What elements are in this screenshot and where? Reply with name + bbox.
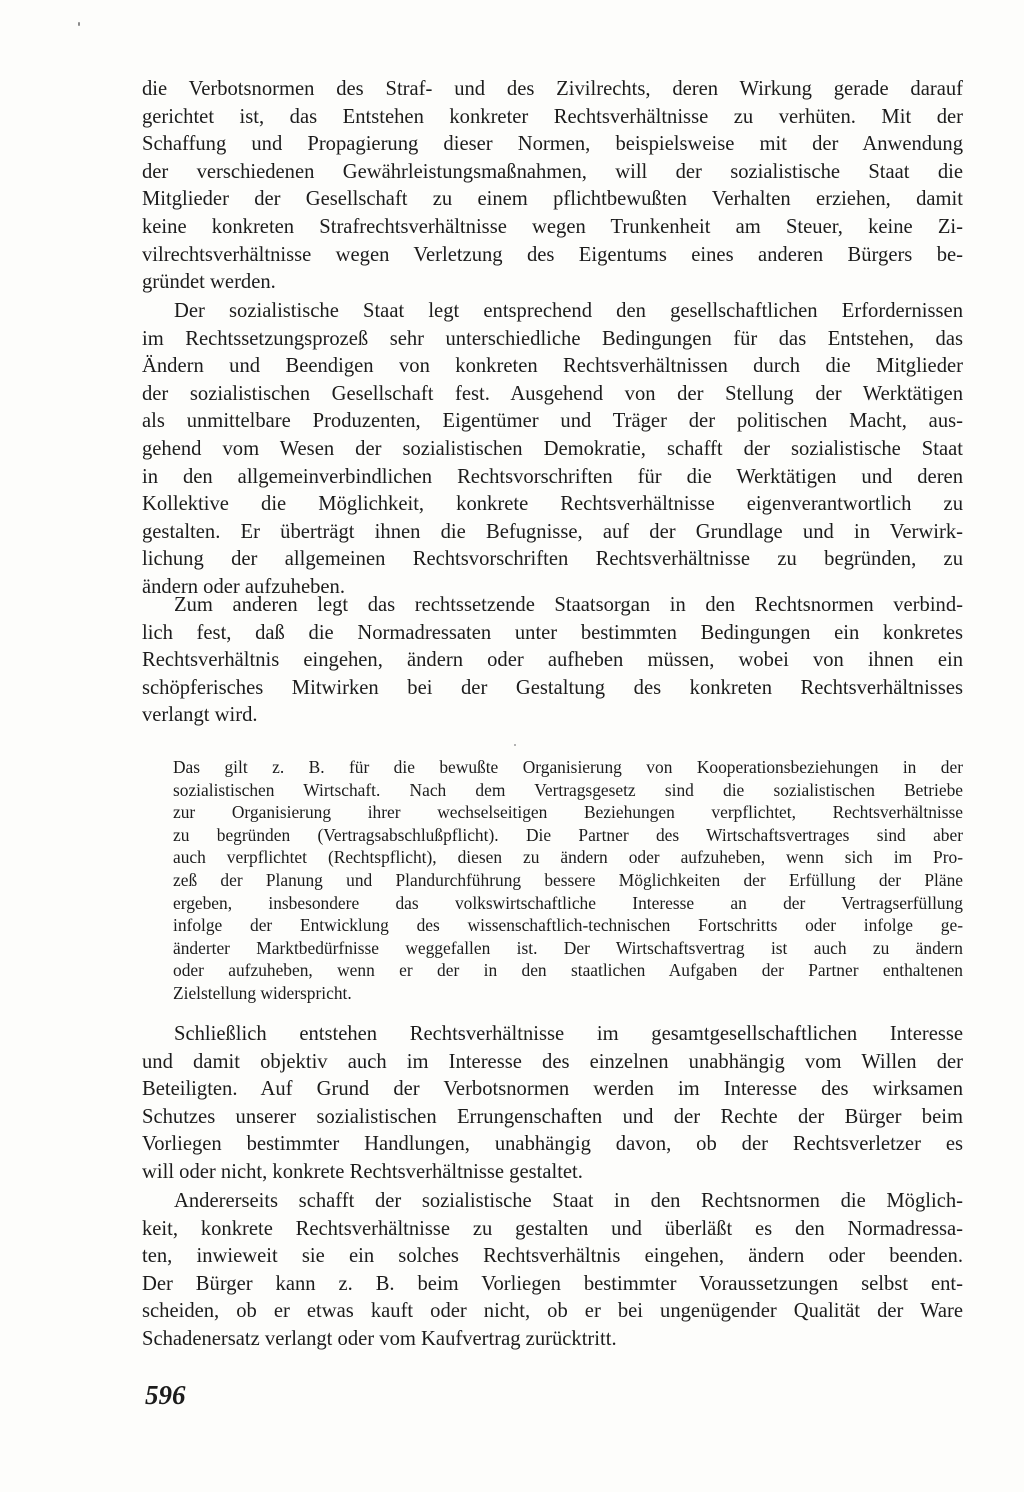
small-text-line: Zielstellung widerspricht. <box>173 982 352 1003</box>
text-line: gerichtet ist, das Entstehen konkreter Rechtsverhältnisse zu verhüten. Mit der <box>142 105 963 128</box>
paragraph-1 <box>142 76 963 297</box>
example-paragraph <box>173 756 963 1005</box>
paragraph-3 <box>142 592 963 730</box>
text-line: ten, inwieweit sie ein solches Rechtsverhältnis eingehen, ändern oder beenden. <box>142 1245 963 1268</box>
small-text-line: Das gilt z. B. für die bewußte Organisierung von Kooperationsbeziehungen in der <box>173 757 963 777</box>
paragraph-5 <box>142 1188 963 1354</box>
text-line: in den allgemeinverbindlichen Rechtsvorschriften für die Werktätigen und deren <box>142 465 963 488</box>
text-line: der verschiedenen Gewährleistungsmaßnahmen, will der sozialistische Staat die <box>142 160 963 183</box>
text-line: ändern oder aufzuheben. <box>142 575 345 598</box>
text-line: Schadenersatz verlangt oder vom Kaufvertrag zurücktritt. <box>142 1327 617 1350</box>
text-line: keit, konkrete Rechtsverhältnisse zu gestalten und überläßt es den Normadressa- <box>142 1217 963 1240</box>
text-line: Zum anderen legt das rechtssetzende Staatsorgan in den Rechtsnormen verbind- <box>174 594 963 616</box>
small-text-line: auch verpflichtet (Rechtspflicht), diesen zu ändern oder aufzuheben, wenn sich im Pro- <box>173 847 963 868</box>
text-line: Rechtsverhältnis eingehen, ändern oder aufheben müssen, wobei von ihnen ein <box>142 649 963 672</box>
text-line: im Rechtssetzungsprozeß sehr unterschiedliche Bedingungen für das Entstehen, das <box>142 327 963 350</box>
text-line: Andererseits schafft der sozialistische Staat in den Rechtsnormen die Möglich- <box>174 1190 963 1212</box>
small-text-line: ergeben, insbesondere das volkswirtschaftliche Interesse an der Vertragserfüllung <box>173 892 963 913</box>
text-line: gründet werden. <box>142 271 276 294</box>
small-text-line: infolge der Entwicklung des wissenschaftlich-technischen Fortschritts oder infolge ge- <box>173 915 963 936</box>
text-line: vilrechtsverhältnisse wegen Verletzung des Eigentums eines anderen Bürgers be- <box>142 243 963 266</box>
text-line: als unmittelbare Produzenten, Eigentümer und Träger der politischen Macht, aus- <box>142 410 963 433</box>
small-text-line: oder aufzuheben, wenn er der in den staatlichen Aufgaben der Partner enthaltenen <box>173 960 963 981</box>
text-line: Beteiligten. Auf Grund der Verbotsnormen werden im Interesse des wirksamen <box>142 1078 963 1101</box>
scan-speck <box>78 22 80 26</box>
text-line: Ändern und Beendigen von konkreten Rechtsverhältnissen durch die Mitglieder <box>142 355 963 378</box>
text-line: Der Bürger kann z. B. beim Vorliegen bestimmter Voraussetzungen selbst ent- <box>142 1272 963 1295</box>
text-line: Schutzes unserer sozialistischen Errungenschaften und der Rechte der Bürger beim <box>142 1105 963 1128</box>
text-line: Schaffung und Propagierung dieser Normen, beispielsweise mit der Anwendung <box>142 133 963 156</box>
text-line: Der sozialistische Staat legt entsprechend den gesellschaftlichen Erfordernissen <box>174 300 963 322</box>
text-line: will oder nicht, konkrete Rechtsverhältnisse gestaltet. <box>142 1160 583 1183</box>
text-line: verlangt wird. <box>142 704 258 727</box>
text-line: schöpferisches Mitwirken bei der Gestaltung des konkreten Rechtsverhältnisses <box>142 676 963 699</box>
text-line: Schließlich entstehen Rechtsverhältnisse im gesamtgesellschaftlichen Interesse <box>174 1023 963 1045</box>
text-line: Vorliegen bestimmter Handlungen, unabhängig davon, ob der Rechtsverletzer es <box>142 1133 963 1156</box>
text-line: Mitglieder der Gesellschaft zu einem pflichtbewußten Verhalten erziehen, damit <box>142 188 963 211</box>
text-line: keine konkreten Strafrechtsverhältnisse wegen Trunkenheit am Steuer, keine Zi- <box>142 215 963 238</box>
text-line: scheiden, ob er etwas kauft oder nicht, ob er bei ungenügender Qualität der Ware <box>142 1300 963 1323</box>
text-line: der sozialistischen Gesellschaft fest. Ausgehend von der Stellung der Werktätigen <box>142 382 963 405</box>
text-line: gestalten. Er überträgt ihnen die Befugnisse, auf der Grundlage und in Verwirk- <box>142 520 963 543</box>
text-line: lichung der allgemeinen Rechtsvorschriften Rechtsverhältnisse zu begründen, zu <box>142 548 963 571</box>
text-line: gehend vom Wesen der sozialistischen Demokratie, schafft der sozialistische Staat <box>142 437 963 460</box>
scan-speck <box>514 744 516 746</box>
paragraph-4 <box>142 1021 963 1187</box>
text-line: lich fest, daß die Normadressaten unter bestimmten Bedingungen ein konkretes <box>142 621 963 644</box>
page-number: 596 <box>145 1380 186 1410</box>
text-line: Kollektive die Möglichkeit, konkrete Rechtsverhältnisse eigenverantwortlich zu <box>142 493 963 516</box>
small-text-line: zeß der Planung und Plandurchführung bessere Möglichkeiten der Erfüllung der Pläne <box>173 869 963 890</box>
small-text-line: sozialistischen Wirtschaft. Nach dem Vertragsgesetz sind die sozialistischen Betriebe <box>173 779 963 800</box>
paragraph-2 <box>142 298 963 602</box>
small-text-line: änderter Marktbedürfnisse weggefallen ist. Der Wirtschaftsvertrag ist auch zu ändern <box>173 937 963 958</box>
text-line: und damit objektiv auch im Interesse des einzelnen unabhängig vom Willen der <box>142 1050 963 1073</box>
small-text-line: zur Organisierung ihrer wechselseitigen Beziehungen verpflichtet, Rechtsverhältnisse <box>173 802 963 823</box>
text-line: die Verbotsnormen des Straf- und des Zivilrechts, deren Wirkung gerade darauf <box>142 78 963 100</box>
small-text-line: zu begründen (Vertragsabschlußpflicht). Die Partner des Wirtschaftsvertrages sind aber <box>173 824 963 845</box>
